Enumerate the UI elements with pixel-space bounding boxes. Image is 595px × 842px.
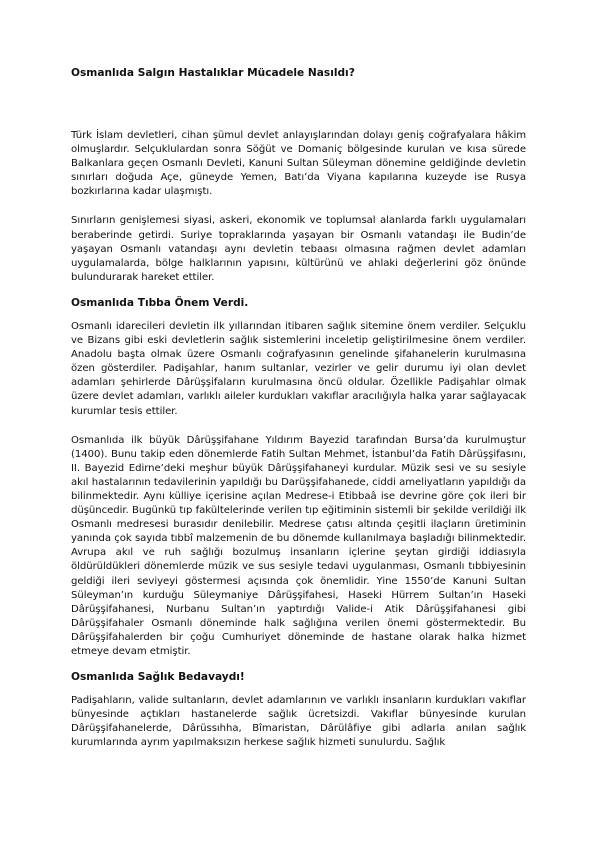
intro-paragraph-2: Sınırların genişlemesi siyasi, askeri, ekonomik ve toplumsal alanlarda farklı uygulamaları beraberinde getirdi. Suriye topraklarında yaşayan bir Osmanlı vatandaşı ile Budin’de yaşayan Osmanlı vatandaşı aynı devletin tebaası olmasına rağmen devlet adamları uygulamalarda, bölge halklarının yapısını, kültürünü ve ahlaki değerlerini göz önünde bulundurarak hareket ettiler.	[71, 215, 526, 283]
section1-paragraph-2: Osmanlıda ilk büyük Dârüşşifahane Yıldırım Bayezid tarafından Bursa’da kurulmuştur (1400). Bunu takip eden dönemlerde Fatih Sultan Mehmet, İstanbul’da Fatih Dârüşşifasını, II. Bayezid Edirne’deki meşhur büyük Dârüşşifahaneyi kurdular. Müzik sesi ve su sesiyle akıl hastalarının tedavilerinin yapıldığı bu Darüşşifahanede, ciddi ameliyatların yapıldığı da bilinmektedir. Aynı külliye içerisine açılan Medrese-i Etibbaâ ise devrine göre çok ileri bir düşüncedir. Bugünkü tıp fakültelerinde verilen tıp eğitiminin sistemli bir şekilde verildiği ilk Osmanlı medresesi burasıdır denilebilir. Medrese çatısı altında çeşitli ilaçların üretiminin yanında çok sayıda tıbbî malzemenin de bu dönemde kullanılmaya başladığı bilinmektedir. Avrupa akıl ve ruh sağlığı bozulmuş insanların içlerine şeytan girdiği iddiasıyla öldürüldükleri dönemlerde müzik ve sus sesiyle tedavi uygulanması, Osmanlı tıbbiyesinin geldiği ileri seviyeyi göstermesi açısında çok önemlidir. Yine 1550’de Kanuni Sultan Süleyman’ın kurduğu Süleymaniye Dârüşşifahesi, Haseki Hürrem Sultan’ın Haseki Dârüşşifahanesi, Nurbanu Sultan’ın yaptırdığı Valide-i Atik Dârüşşifahanesi gibi Dârüşşifahaler Osmanlı döneminde halk sağlığına verilen önemi göstermektedir. Bu Dârüşşifahalerden bir çoğu Cumhuriyet döneminde de hastane olarak halka hizmet etmeye devam etmiştir.	[71, 434, 526, 657]
section1-paragraph-1: Osmanlı idarecileri devletin ilk yıllarından itibaren sağlık sitemine önem verdiler. Selçuklu ve Bizans gibi eski devletlerin sağlık sistemlerini inceletip geliştirilmesine önem verdiler. Anadolu başta olmak üzere Osmanlı coğrafyasının genelinde şifahanelerin kurulmasına özen gösterdiler. Padişahlar, hanım sultanlar, vezirler ve gelir durumu iyi olan devlet adamları şehirlerde Dârüşşifaların kurulmasına öncü oldular. Özellikle Padişahlar olmak üzere devlet adamları, varlıklı aileler kurdukları vakıflar aracılığıyla halka yarar sağlayacak kurumlar tesis ettiler.	[71, 320, 526, 417]
intro-paragraph-1: Türk İslam devletleri, cihan şümul devlet anlayışlarından dolayı geniş coğrafyalara hâkim olmuşlardır. Selçuklulardan sonra Söğüt ve Domaniç bölgesinde kurulan ve kısa sürede Balkanlara geçen Osmanlı Devleti, Kanuni Sultan Süleyman dönemine geldiğinde devletin sınırları doğuda Açe, güneyde Yemen, Batı’da Viyana kapılarına kuzeyde ise Rusya bozkırlarına kadar ulaşmıştı.	[71, 130, 526, 198]
section-heading-tip: Osmanlıda Tıbba Önem Verdi.	[71, 296, 249, 309]
section2-paragraph-1: Padişahların, valide sultanların, devlet adamlarının ve varlıklı insanların kurdukları vakıflar bünyesinde açtıkları hastanelerde sağlık ücretsizdi. Vakıflar bünyesinde kurulan Dârüşşifahanelerde, Dârüssıhha, Bîmaristan, Dârülâfiye gibi adlarla anılan sağlık kurumlarında ayrım yapılmaksızın herkese sağlık hizmeti sunulurdu. Sağlık	[71, 695, 526, 749]
document-page	[71, 66, 526, 765]
section-heading-saglik: Osmanlıda Sağlık Bedavaydı!	[71, 671, 245, 684]
document-title: Osmanlıda Salgın Hastalıklar Mücadele Nasıldı?	[71, 67, 355, 79]
